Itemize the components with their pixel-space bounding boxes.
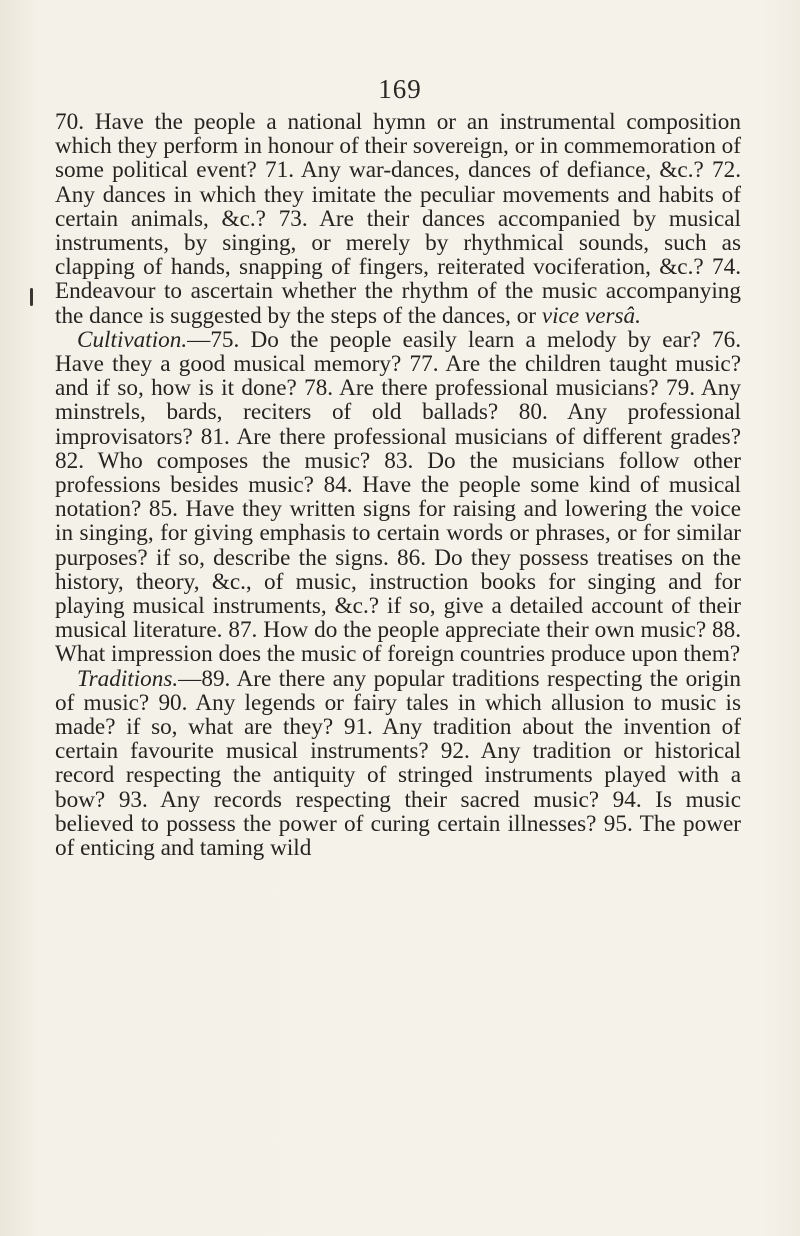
- paragraph-text: 70. Have the people a national hymn or an instrumental composition which they perform in honour of their sovereign, or in commemoration of some political event? 71. Any war-dances, dances of defiance, &c.? 72. Any dances in which they imitate the peculiar movements and habits of certain animals, &c.? 73. Are their dances accompanied by musical instruments, by singing, or merely by rhythmical sounds, such as clapping of hands, snapping of fingers, reiterated vociferation, &c.? 74. Endeavour to ascertain whether the rhythm of the music accompanying the dance is suggested by the steps of the dances, or: [55, 109, 741, 329]
- section-heading-cultivation: Cultivation.: [77, 326, 188, 353]
- italic-phrase: vice versâ.: [541, 302, 641, 329]
- paragraph-traditions: [55, 667, 741, 861]
- paragraph-cultivation: [55, 328, 741, 667]
- page-number: 169: [378, 74, 422, 104]
- margin-mark: [30, 288, 33, 306]
- section-heading-traditions: Traditions.: [77, 665, 179, 692]
- body-text: [55, 110, 741, 860]
- paragraph-text: —89. Are there any popular traditions respecting the origin of music? 90. Any legends or fairy tales in which allusion to music is made? if so, what are they? 91. Any tradition about the invention of certain favourite musical instruments? 92. Any tradition or historical record respecting the antiquity of stringed instruments played with a bow? 93. Any records respecting their sacred music? 94. Is music believed to possess the power of curing certain illnesses? 95. The power of enticing and taming wild: [55, 665, 741, 862]
- paragraph-text: —75. Do the people easily learn a melody by ear? 76. Have they a good musical memory? 77. Are the children taught music? and if so, how is it done? 78. Are there professional musicians? 79. Any minstrels, bards, reciters of old ballads? 80. Any professional improvisators? 81. Are there professional musicians of different grades? 82. Who composes the music? 83. Do the musicians follow other professions besides music? 84. Have the people some kind of musical notation? 85. Have they written signs for raising and lowering the voice in singing, for giving emphasis to certain words or phrases, or for similar purposes? if so, describe the signs. 86. Do they possess treatises on the history, theory, &c., of music, instruction books for singing and for playing musical instruments, &c.? if so, give a detailed account of their musical literature. 87. How do the people appreciate their own music? 88. What impression does the music of foreign countries produce upon them?: [55, 326, 741, 668]
- paragraph-dances: [55, 110, 741, 328]
